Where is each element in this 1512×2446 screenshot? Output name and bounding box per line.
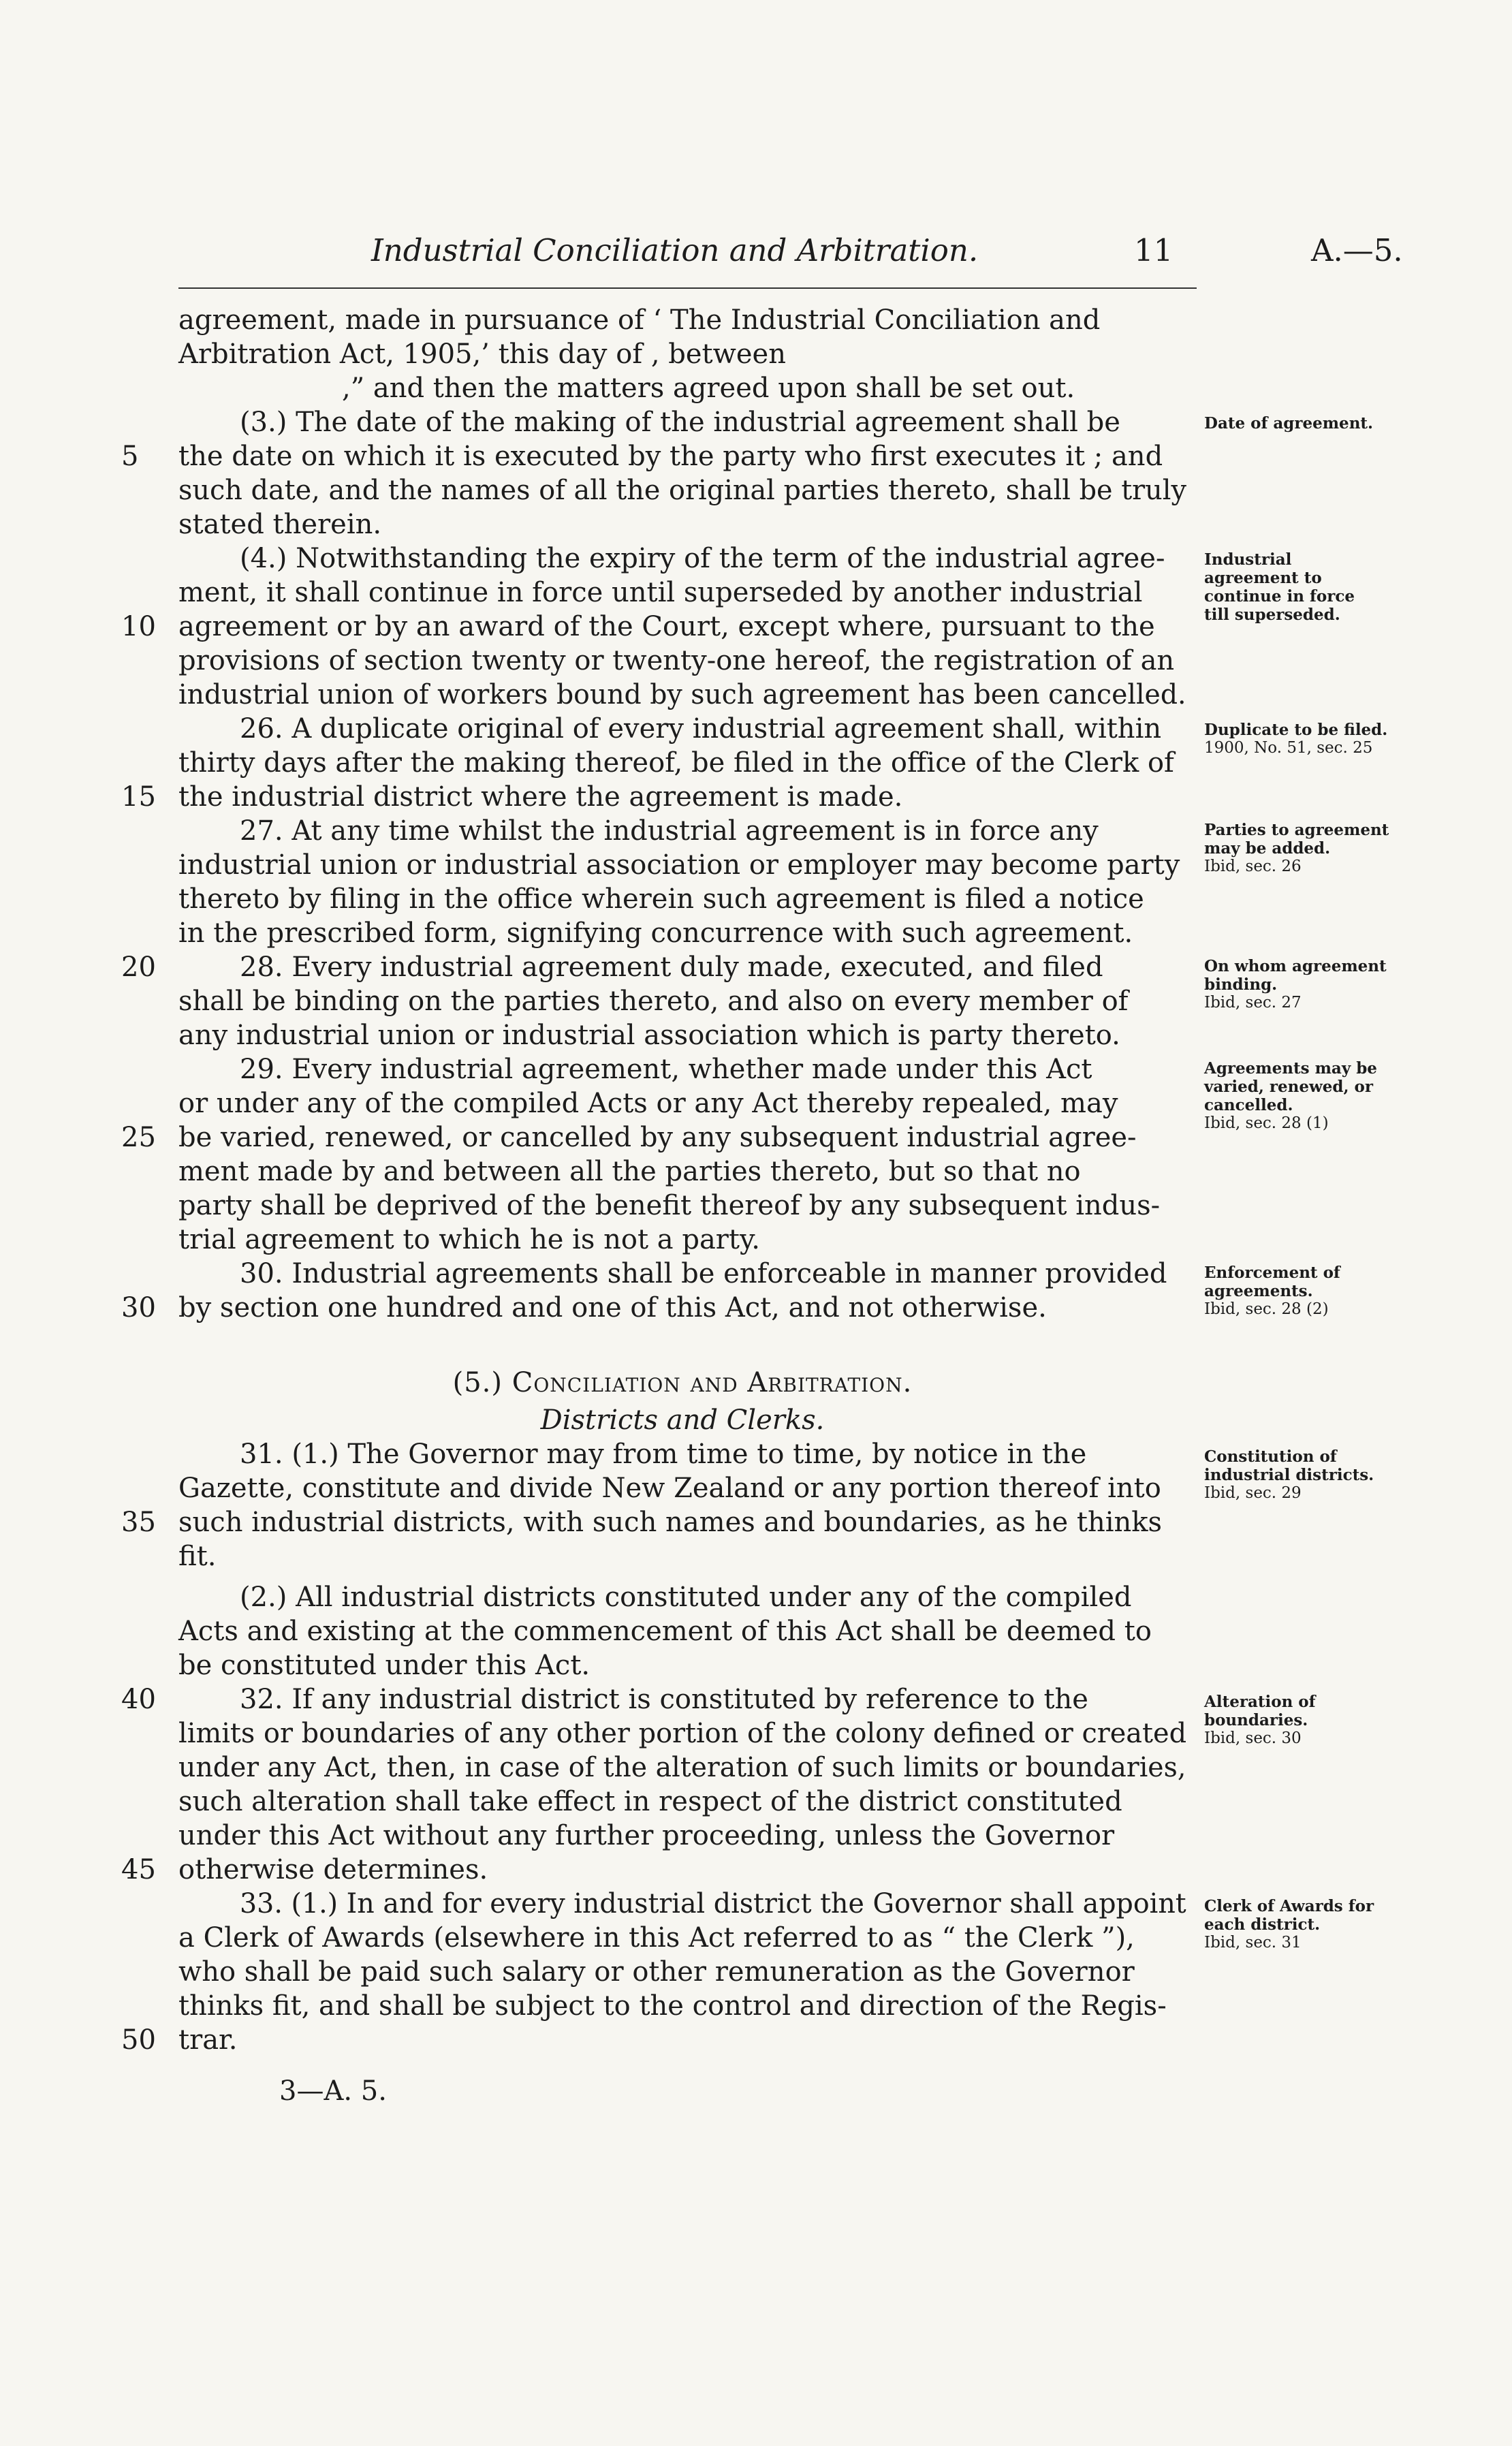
margin-note-line: Parties to agreement <box>1204 821 1389 839</box>
margin-note-line: Enforcement of <box>1204 1264 1340 1282</box>
text-line-content: (3.) The date of the making of the industrial agreement shall be <box>240 407 1120 438</box>
text-line-content: such industrial districts, with such names and boundaries, as he thinks <box>178 1507 1163 1538</box>
header-rule <box>178 287 1197 289</box>
text-line <box>178 371 1186 405</box>
text-line-content: under any Act, then, in case of the alteration of such limits or boundaries, <box>178 1752 1186 1783</box>
line-number: 25 <box>121 1122 156 1153</box>
text-line <box>178 1921 1186 1955</box>
text-line-content: otherwise determines. <box>178 1854 488 1885</box>
margin-note-line: Date of agreement. <box>1204 414 1374 433</box>
text-line <box>178 678 1186 712</box>
line-number: 5 <box>121 441 139 472</box>
text-line-content: agreement or by an award of the Court, except where, pursuant to the <box>178 611 1155 642</box>
text-line-content: the industrial district where the agreement is made. <box>178 781 903 813</box>
margin-note <box>1204 1897 1408 1952</box>
subsection-heading <box>178 1403 1186 1437</box>
text-line <box>178 1614 1186 1648</box>
text-line <box>178 780 1186 814</box>
text-line-content: (4.) Notwithstanding the expiry of the term of the industrial agree- <box>240 543 1165 574</box>
line-number: 10 <box>121 611 156 642</box>
text-line-content: 27. At any time whilst the industrial agreement is in force any <box>240 815 1099 847</box>
text-line-content: be constituted under this Act. <box>178 1650 590 1681</box>
text-line <box>178 1155 1186 1189</box>
text-line-content: 31. (1.) The Governor may from time to time, by notice in the <box>240 1439 1087 1470</box>
margin-note-citation: Ibid, sec. 31 <box>1204 1934 1302 1951</box>
text-line <box>178 507 1186 542</box>
text-line-content: (2.) All industrial districts constituted under any of the compiled <box>240 1582 1132 1613</box>
margin-note-line: On whom agreement <box>1204 957 1387 975</box>
margin-note <box>1204 1693 1408 1748</box>
text-line <box>178 1785 1186 1819</box>
subsection-heading-text: Districts and Clerks. <box>540 1405 825 1436</box>
text-line <box>178 848 1186 882</box>
text-line <box>178 405 1186 439</box>
line-number: 45 <box>121 1854 156 1885</box>
text-line <box>178 1505 1186 1539</box>
text-line-content: industrial union of workers bound by such agreement has been cancelled. <box>178 679 1186 710</box>
text-line <box>178 1223 1186 1257</box>
section-heading-text: (5.) Conciliation and Arbitration. <box>452 1367 913 1398</box>
text-line-content: such alteration shall take effect in respect of the district constituted <box>178 1786 1122 1817</box>
text-line-content: stated therein. <box>178 509 382 540</box>
text-line <box>178 814 1186 848</box>
text-line <box>178 473 1186 507</box>
margin-note <box>1204 550 1408 624</box>
text-line-content: trial agreement to which he is not a party. <box>178 1224 760 1255</box>
margin-note-line: binding. <box>1204 975 1278 994</box>
margin-note-line: Agreements may be <box>1204 1059 1377 1078</box>
text-line <box>178 576 1186 610</box>
margin-note-line: Clerk of Awards for <box>1204 1897 1374 1915</box>
text-line-content: thereto by filing in the office wherein such agreement is filed a notice <box>178 883 1144 915</box>
margin-note-citation: Ibid, sec. 28 (2) <box>1204 1300 1329 1318</box>
text-line-content: trar. <box>178 2024 238 2056</box>
text-line <box>178 1751 1186 1785</box>
section-heading <box>178 1366 1186 1400</box>
text-line <box>178 1648 1186 1682</box>
text-line <box>178 916 1186 950</box>
text-line-content: ment, it shall continue in force until superseded by another industrial <box>178 577 1143 608</box>
text-line <box>178 1257 1186 1291</box>
margin-note-line: cancelled. <box>1204 1096 1293 1114</box>
text-line <box>178 303 1186 337</box>
margin-note-line: industrial districts. <box>1204 1466 1374 1484</box>
text-line <box>178 337 1186 371</box>
text-line-content: 33. (1.) In and for every industrial district the Governor shall appoint <box>240 1888 1186 1919</box>
margin-note-citation: Ibid, sec. 29 <box>1204 1484 1302 1502</box>
text-line-content: 32. If any industrial district is constituted by reference to the <box>240 1684 1088 1715</box>
text-line-content: the date on which it is executed by the party who first executes it ; and <box>178 441 1163 472</box>
text-line-content: limits or boundaries of any other portion of the colony defined or created <box>178 1718 1187 1749</box>
text-line <box>178 1189 1186 1223</box>
margin-note-line: Constitution of <box>1204 1447 1337 1466</box>
text-line <box>178 1120 1186 1155</box>
text-line <box>178 1716 1186 1751</box>
text-line-content: Gazette, constitute and divide New Zealand or any portion thereof into <box>178 1473 1161 1504</box>
text-line <box>178 2023 1186 2057</box>
line-number: 30 <box>121 1292 156 1323</box>
text-line <box>178 1471 1186 1505</box>
margin-note <box>1204 821 1408 876</box>
text-line <box>178 1086 1186 1120</box>
text-line <box>178 1437 1186 1471</box>
text-line <box>178 644 1186 678</box>
text-line <box>178 1887 1186 1921</box>
margin-note-citation: Ibid, sec. 27 <box>1204 994 1302 1012</box>
margin-note-line: agreement to <box>1204 569 1322 587</box>
text-line-content: Acts and existing at the commencement of this Act shall be deemed to <box>178 1616 1152 1647</box>
margin-note <box>1204 957 1408 1012</box>
margin-note <box>1204 1264 1408 1319</box>
text-line-content: 29. Every industrial agreement, whether made under this Act <box>240 1054 1092 1085</box>
text-line <box>178 882 1186 916</box>
text-line <box>178 1052 1186 1086</box>
text-line-content: 28. Every industrial agreement duly made, executed, and filed <box>240 952 1103 983</box>
text-line-content: shall be binding on the parties thereto, and also on every member of <box>178 986 1129 1017</box>
running-title: Industrial Conciliation and Arbitration. <box>371 232 979 268</box>
signature-mark: 3—A. 5. <box>279 2075 387 2107</box>
text-line <box>178 439 1186 473</box>
text-line-content: party shall be deprived of the benefit thereof by any subsequent indus- <box>178 1190 1161 1221</box>
margin-note <box>1204 721 1408 757</box>
text-line <box>178 1955 1186 1989</box>
text-line-content: in the prescribed form, signifying concurrence with such agreement. <box>178 918 1133 949</box>
text-line <box>178 1018 1186 1052</box>
text-line <box>178 610 1186 644</box>
text-line-content: or under any of the compiled Acts or any Act thereby repealed, may <box>178 1088 1118 1119</box>
text-line-content: such date, and the names of all the original parties thereto, shall be truly <box>178 475 1186 506</box>
line-number: 35 <box>121 1507 156 1538</box>
text-line <box>178 712 1186 746</box>
margin-note-line: may be added. <box>1204 839 1331 858</box>
margin-note-line: till superseded. <box>1204 606 1340 624</box>
margin-note-line: Industrial <box>1204 550 1292 569</box>
line-number: 15 <box>121 781 156 813</box>
text-line <box>178 1291 1186 1325</box>
text-line <box>178 984 1186 1018</box>
text-line <box>178 1580 1186 1614</box>
margin-note-citation: Ibid, sec. 28 (1) <box>1204 1114 1329 1132</box>
line-number: 50 <box>121 2024 156 2056</box>
text-line <box>178 1853 1186 1887</box>
text-line <box>178 950 1186 984</box>
margin-note-line: varied, renewed, or <box>1204 1078 1373 1096</box>
line-number: 40 <box>121 1684 156 1715</box>
text-line-content: a Clerk of Awards (elsewhere in this Act referred to as “ the Clerk ”), <box>178 1922 1135 1954</box>
text-line <box>178 1539 1186 1573</box>
text-line-content: any industrial union or industrial association which is party thereto. <box>178 1020 1120 1051</box>
text-line-content: thinks fit, and shall be subject to the control and direction of the Regis- <box>178 1990 1167 2022</box>
text-line-content: Arbitration Act, 1905,’ this day of , between <box>178 339 786 370</box>
text-line-content: provisions of section twenty or twenty-one hereof, the registration of an <box>178 645 1175 676</box>
margin-note-line: each district. <box>1204 1915 1321 1934</box>
text-line-content: by section one hundred and one of this Act, and not otherwise. <box>178 1292 1047 1323</box>
margin-note-citation: 1900, No. 51, sec. 25 <box>1204 739 1373 757</box>
margin-note-line: continue in force <box>1204 587 1355 606</box>
text-line-content: agreement, made in pursuance of ‘ The Industrial Conciliation and <box>178 304 1101 336</box>
margin-note-citation: Ibid, sec. 26 <box>1204 858 1302 875</box>
text-line <box>178 1819 1186 1853</box>
margin-note-line: Duplicate to be filed. <box>1204 721 1388 739</box>
line-number: 20 <box>121 952 156 983</box>
text-line-content: industrial union or industrial association or employer may become party <box>178 849 1180 881</box>
text-line <box>178 746 1186 780</box>
text-line <box>178 1989 1186 2023</box>
margin-note-citation: Ibid, sec. 30 <box>1204 1729 1302 1747</box>
text-line-content: 26. A duplicate original of every industrial agreement shall, within <box>240 713 1162 744</box>
text-line-content: 30. Industrial agreements shall be enforceable in manner provided <box>240 1258 1167 1289</box>
margin-note <box>1204 1447 1408 1503</box>
page-number: 11 <box>1134 232 1174 268</box>
text-line <box>178 542 1186 576</box>
text-line-content: who shall be paid such salary or other remuneration as the Governor <box>178 1956 1135 1988</box>
text-line-content: be varied, renewed, or cancelled by any subsequent industrial agree- <box>178 1122 1137 1153</box>
margin-note-line: Alteration of <box>1204 1693 1316 1711</box>
text-line-content: under this Act without any further proceeding, unless the Governor <box>178 1820 1115 1851</box>
margin-note-line: agreements. <box>1204 1282 1313 1300</box>
text-line <box>178 1682 1186 1716</box>
margin-note-line: boundaries. <box>1204 1711 1308 1729</box>
text-line-content: thirty days after the making thereof, be filed in the office of the Clerk of <box>178 747 1174 779</box>
margin-note <box>1204 414 1408 433</box>
paper-reference: A.—5. <box>1311 232 1403 268</box>
text-line-content: ment made by and between all the parties thereto, but so that no <box>178 1156 1081 1187</box>
margin-note <box>1204 1059 1408 1133</box>
text-line-content: ,” and then the matters agreed upon shall be set out. <box>342 373 1075 404</box>
text-line-content: fit. <box>178 1541 217 1572</box>
